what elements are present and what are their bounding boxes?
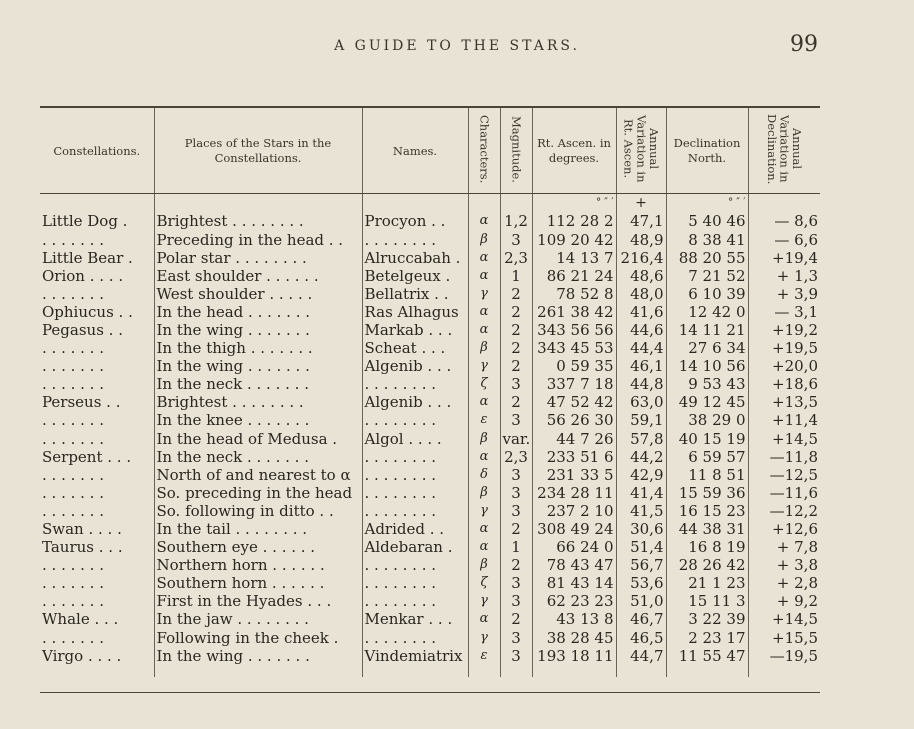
constellation-cell: . . . . . . . [40, 592, 154, 610]
magnitude-cell: 2 [500, 556, 532, 574]
magnitude-cell: 2 [500, 393, 532, 411]
constellation-cell: Pegasus . . [40, 321, 154, 339]
magnitude-cell: 2 [500, 303, 532, 321]
constellation-cell: . . . . . . . [40, 411, 154, 429]
col-magnitude-label: Magnitude. [509, 115, 524, 183]
name-cell: . . . . . . . . [362, 484, 468, 502]
var-ra-cell: 46,5 [616, 629, 666, 647]
name-cell: . . . . . . . . [362, 448, 468, 466]
magnitude-cell: 3 [500, 375, 532, 393]
place-cell: Following in the cheek . [154, 629, 362, 647]
character-cell: α [468, 212, 500, 230]
table-row [40, 357, 820, 375]
constellation-cell: . . . . . . . [40, 357, 154, 375]
table-row [40, 375, 820, 393]
col-annual-var-dec-label: Annual Variation in Declination. [764, 113, 805, 185]
var-dec-cell: —11,8 [769, 447, 818, 466]
character-cell: α [468, 267, 500, 285]
var-ra-cell: 41,4 [616, 484, 666, 502]
constellation-cell: Swan . . . . [40, 520, 154, 538]
place-cell: In the knee . . . . . . . [154, 411, 362, 429]
var-dec-cell: —19,5 [769, 646, 818, 665]
name-cell: . . . . . . . . [362, 411, 468, 429]
header-row [40, 108, 820, 194]
declination-cell: 49 12 45 [666, 393, 748, 411]
var-dec-cell: —11,6 [769, 483, 818, 502]
var-ra-cell: 44,7 [616, 647, 666, 665]
table-row [40, 484, 820, 502]
var-dec-cell: —12,2 [769, 501, 818, 520]
table-row [40, 448, 820, 466]
col-annual-var-ra [616, 108, 666, 194]
var-dec-cell: +20,0 [772, 357, 818, 376]
var-ra-cell: 47,1 [616, 212, 666, 230]
character-cell: β [468, 430, 500, 448]
character-cell: γ [468, 592, 500, 610]
ra-cell: 78 43 47 [532, 556, 616, 574]
var-dec-cell: + 7,8 [776, 538, 818, 557]
declination-cell: 11 55 47 [666, 647, 748, 665]
table-row [40, 267, 820, 285]
name-cell: Procyon . . [362, 212, 468, 230]
declination-cell: 9 53 43 [666, 375, 748, 393]
ra-cell: 47 52 42 [532, 393, 616, 411]
constellation-cell: Little Dog . [40, 212, 154, 230]
page-number: 99 [790, 32, 818, 57]
var-ra-cell: 46,7 [616, 610, 666, 628]
magnitude-cell: 2 [500, 285, 532, 303]
var-ra-cell: 51,0 [616, 592, 666, 610]
var-ra-cell: 216,4 [616, 249, 666, 267]
place-cell: In the tail . . . . . . . . [154, 520, 362, 538]
character-cell: γ [468, 285, 500, 303]
running-title: A GUIDE TO THE STARS. [334, 38, 580, 54]
unit-ra: ° ″ ′ [532, 194, 616, 213]
table-row [40, 556, 820, 574]
var-dec-cell: +11,4 [772, 411, 818, 430]
var-dec-cell: +14,5 [772, 429, 818, 448]
name-cell: Algenib . . . [362, 357, 468, 375]
character-cell: β [468, 556, 500, 574]
magnitude-cell: 2,3 [500, 249, 532, 267]
place-cell: Polar star . . . . . . . . [154, 249, 362, 267]
place-cell: Brightest . . . . . . . . [154, 393, 362, 411]
name-cell: . . . . . . . . [362, 375, 468, 393]
name-cell: Scheat . . . [362, 339, 468, 357]
var-dec-cell: +19,4 [772, 248, 818, 267]
declination-cell: 14 10 56 [666, 357, 748, 375]
place-cell: North of and nearest to α [154, 466, 362, 484]
table-row [40, 249, 820, 267]
character-cell: ζ [468, 574, 500, 592]
table-row [40, 538, 820, 556]
ra-cell: 343 56 56 [532, 321, 616, 339]
var-ra-cell: 59,1 [616, 411, 666, 429]
constellation-cell: Whale . . . [40, 610, 154, 628]
character-cell: ε [468, 411, 500, 429]
ra-cell: 343 45 53 [532, 339, 616, 357]
unit-row [40, 194, 820, 213]
place-cell: Southern eye . . . . . . [154, 538, 362, 556]
table-row [40, 502, 820, 520]
constellation-cell: . . . . . . . [40, 339, 154, 357]
character-cell: γ [468, 502, 500, 520]
var-dec-cell: + 9,2 [776, 592, 818, 611]
declination-cell: 11 8 51 [666, 466, 748, 484]
constellation-cell: . . . . . . . [40, 502, 154, 520]
name-cell: Adrided . . [362, 520, 468, 538]
var-ra-cell: 41,6 [616, 303, 666, 321]
character-cell: γ [468, 629, 500, 647]
constellation-cell: . . . . . . . [40, 430, 154, 448]
place-cell: Preceding in the head . . [154, 230, 362, 248]
constellation-cell: . . . . . . . [40, 556, 154, 574]
magnitude-cell: 3 [500, 484, 532, 502]
table-row [40, 393, 820, 411]
name-cell: Algol . . . . [362, 430, 468, 448]
place-cell: In the neck . . . . . . . [154, 448, 362, 466]
name-cell: Bellatrix . . [362, 285, 468, 303]
place-cell: Northern horn . . . . . . [154, 556, 362, 574]
declination-cell: 88 20 55 [666, 249, 748, 267]
var-dec-cell: —12,5 [769, 465, 818, 484]
name-cell: Aldebaran . [362, 538, 468, 556]
declination-cell: 16 15 23 [666, 502, 748, 520]
var-dec-cell: + 3,9 [776, 284, 818, 303]
ra-cell: 261 38 42 [532, 303, 616, 321]
constellation-cell: Serpent . . . [40, 448, 154, 466]
constellation-cell: . . . . . . . [40, 285, 154, 303]
magnitude-cell: 3 [500, 466, 532, 484]
var-ra-cell: 57,8 [616, 430, 666, 448]
ra-cell: 234 28 11 [532, 484, 616, 502]
name-cell: . . . . . . . . [362, 466, 468, 484]
col-names: Names. [362, 108, 468, 194]
var-ra-cell: 48,6 [616, 267, 666, 285]
ra-cell: 78 52 8 [532, 285, 616, 303]
var-ra-cell: 48,9 [616, 230, 666, 248]
magnitude-cell: 2,3 [500, 448, 532, 466]
table-row [40, 629, 820, 647]
ra-cell: 62 23 23 [532, 592, 616, 610]
character-cell: β [468, 230, 500, 248]
place-cell: Southern horn . . . . . . [154, 574, 362, 592]
declination-cell: 38 29 0 [666, 411, 748, 429]
var-dec-cell: — 8,6 [774, 212, 818, 231]
col-annual-var-dec [748, 108, 820, 194]
name-cell: Vindemiatrix [362, 647, 468, 665]
place-cell: So. preceding in the head [154, 484, 362, 502]
var-dec-cell: + 1,3 [776, 266, 818, 285]
table-row [40, 466, 820, 484]
name-cell: Ras Alhagus [362, 303, 468, 321]
var-ra-cell: 41,5 [616, 502, 666, 520]
ra-cell: 56 26 30 [532, 411, 616, 429]
character-cell: α [468, 520, 500, 538]
declination-cell: 7 21 52 [666, 267, 748, 285]
constellation-cell: . . . . . . . [40, 629, 154, 647]
declination-cell: 2 23 17 [666, 629, 748, 647]
constellation-cell: . . . . . . . [40, 375, 154, 393]
declination-cell: 44 38 31 [666, 520, 748, 538]
name-cell: . . . . . . . . [362, 629, 468, 647]
declination-cell: 21 1 23 [666, 574, 748, 592]
magnitude-cell: 3 [500, 230, 532, 248]
character-cell: ζ [468, 375, 500, 393]
magnitude-cell: 3 [500, 647, 532, 665]
place-cell: In the neck . . . . . . . [154, 375, 362, 393]
constellation-cell: . . . . . . . [40, 484, 154, 502]
col-characters-label: Characters. [477, 114, 492, 184]
var-dec-cell: + 2,8 [776, 574, 818, 593]
declination-cell: 5 40 46 [666, 212, 748, 230]
table-row [40, 647, 820, 665]
page-header [0, 30, 914, 64]
name-cell: . . . . . . . . [362, 230, 468, 248]
place-cell: East shoulder . . . . . . [154, 267, 362, 285]
var-dec-cell: +12,6 [772, 520, 818, 539]
name-cell: . . . . . . . . [362, 502, 468, 520]
table-row [40, 212, 820, 230]
table-row [40, 230, 820, 248]
place-cell: In the wing . . . . . . . [154, 321, 362, 339]
character-cell: β [468, 484, 500, 502]
name-cell: . . . . . . . . [362, 574, 468, 592]
var-ra-cell: 46,1 [616, 357, 666, 375]
character-cell: α [468, 448, 500, 466]
var-ra-cell: 63,0 [616, 393, 666, 411]
col-constellation: Constellations. [40, 108, 154, 194]
place-cell: West shoulder . . . . . [154, 285, 362, 303]
var-ra-cell: 51,4 [616, 538, 666, 556]
var-ra-cell: 48,0 [616, 285, 666, 303]
ra-cell: 86 21 24 [532, 267, 616, 285]
character-cell: β [468, 339, 500, 357]
var-ra-cell: 53,6 [616, 574, 666, 592]
ra-cell: 44 7 26 [532, 430, 616, 448]
constellation-cell: Taurus . . . [40, 538, 154, 556]
name-cell: Alruccabah . [362, 249, 468, 267]
place-cell: In the thigh . . . . . . . [154, 339, 362, 357]
var-dec-cell: +18,6 [772, 375, 818, 394]
constellation-cell: Ophiucus . . [40, 303, 154, 321]
table-row [40, 430, 820, 448]
var-dec-cell: +14,5 [772, 610, 818, 629]
table-row [40, 592, 820, 610]
star-table-frame [40, 106, 820, 693]
table-row [40, 574, 820, 592]
var-ra-cell: 44,4 [616, 339, 666, 357]
constellation-cell: Perseus . . [40, 393, 154, 411]
ra-cell: 193 18 11 [532, 647, 616, 665]
star-table [40, 108, 820, 677]
table-row [40, 339, 820, 357]
magnitude-cell: 3 [500, 502, 532, 520]
declination-cell: 6 10 39 [666, 285, 748, 303]
var-ra-cell: 56,7 [616, 556, 666, 574]
declination-cell: 12 42 0 [666, 303, 748, 321]
constellation-cell: . . . . . . . [40, 230, 154, 248]
col-annual-var-ra-label: Annual Variation in Rt. Ascen. [621, 115, 661, 183]
ra-cell: 308 49 24 [532, 520, 616, 538]
place-cell: In the head of Medusa . [154, 430, 362, 448]
place-cell: In the wing . . . . . . . [154, 647, 362, 665]
name-cell: Betelgeux . [362, 267, 468, 285]
magnitude-cell: 3 [500, 629, 532, 647]
table-row [40, 321, 820, 339]
declination-cell: 15 11 3 [666, 592, 748, 610]
ra-cell: 237 2 10 [532, 502, 616, 520]
character-cell: α [468, 393, 500, 411]
var-dec-cell: +19,2 [772, 320, 818, 339]
ra-cell: 43 13 8 [532, 610, 616, 628]
var-dec-cell: +15,5 [772, 628, 818, 647]
magnitude-cell: 1,2 [500, 212, 532, 230]
table-row [40, 285, 820, 303]
table-row [40, 610, 820, 628]
magnitude-cell: 2 [500, 610, 532, 628]
declination-cell: 8 38 41 [666, 230, 748, 248]
var-dec-cell: + 3,8 [776, 556, 818, 575]
var-dec-cell: — 6,6 [774, 230, 818, 249]
col-declination: Declination North. [666, 108, 748, 194]
table-row [40, 303, 820, 321]
ra-cell: 231 33 5 [532, 466, 616, 484]
table-body [40, 194, 820, 677]
declination-cell: 16 8 19 [666, 538, 748, 556]
ra-cell: 337 7 18 [532, 375, 616, 393]
unit-dec: ° ″ ′ [666, 194, 748, 213]
place-cell: In the head . . . . . . . [154, 303, 362, 321]
declination-cell: 28 26 42 [666, 556, 748, 574]
ra-cell: 81 43 14 [532, 574, 616, 592]
col-magnitude [500, 108, 532, 194]
magnitude-cell: 2 [500, 520, 532, 538]
var-ra-cell: 44,8 [616, 375, 666, 393]
place-cell: So. following in ditto . . [154, 502, 362, 520]
place-cell: In the wing . . . . . . . [154, 357, 362, 375]
magnitude-cell: 1 [500, 538, 532, 556]
var-ra-cell: 44,2 [616, 448, 666, 466]
declination-cell: 27 6 34 [666, 339, 748, 357]
magnitude-cell: 2 [500, 321, 532, 339]
ra-cell: 66 24 0 [532, 538, 616, 556]
name-cell: . . . . . . . . [362, 556, 468, 574]
var-ra-cell: 44,6 [616, 321, 666, 339]
col-characters [468, 108, 500, 194]
place-cell: Brightest . . . . . . . . [154, 212, 362, 230]
ra-cell: 233 51 6 [532, 448, 616, 466]
ra-cell: 38 28 45 [532, 629, 616, 647]
var-dec-cell: +19,5 [772, 339, 818, 358]
constellation-cell: Virgo . . . . [40, 647, 154, 665]
declination-cell: 15 59 36 [666, 484, 748, 502]
character-cell: α [468, 321, 500, 339]
col-ra: Rt. Ascen. in degrees. [532, 108, 616, 194]
place-cell: In the jaw . . . . . . . . [154, 610, 362, 628]
magnitude-cell: 1 [500, 267, 532, 285]
declination-cell: 3 22 39 [666, 610, 748, 628]
constellation-cell: Orion . . . . [40, 267, 154, 285]
table-bottom-spacer [40, 665, 820, 677]
magnitude-cell: 2 [500, 339, 532, 357]
ra-cell: 14 13 7 [532, 249, 616, 267]
ra-cell: 109 20 42 [532, 230, 616, 248]
character-cell: ε [468, 647, 500, 665]
magnitude-cell: 3 [500, 574, 532, 592]
unit-var-ra: + [616, 194, 666, 213]
character-cell: δ [468, 466, 500, 484]
character-cell: α [468, 538, 500, 556]
character-cell: α [468, 303, 500, 321]
col-places: Places of the Stars in the Constellations. [154, 108, 362, 194]
ra-cell: 112 28 2 [532, 212, 616, 230]
name-cell: Menkar . . . [362, 610, 468, 628]
name-cell: . . . . . . . . [362, 592, 468, 610]
name-cell: Markab . . . [362, 321, 468, 339]
declination-cell: 40 15 19 [666, 430, 748, 448]
declination-cell: 14 11 21 [666, 321, 748, 339]
constellation-cell: Little Bear . [40, 249, 154, 267]
constellation-cell: . . . . . . . [40, 466, 154, 484]
name-cell: Algenib . . . [362, 393, 468, 411]
var-ra-cell: 30,6 [616, 520, 666, 538]
constellation-cell: . . . . . . . [40, 574, 154, 592]
magnitude-cell: 2 [500, 357, 532, 375]
character-cell: α [468, 610, 500, 628]
table-row [40, 520, 820, 538]
magnitude-cell: var. [500, 430, 532, 448]
magnitude-cell: 3 [500, 411, 532, 429]
ra-cell: 0 59 35 [532, 357, 616, 375]
var-dec-cell: — 3,1 [774, 302, 818, 321]
var-ra-cell: 42,9 [616, 466, 666, 484]
character-cell: γ [468, 357, 500, 375]
var-dec-cell: +13,5 [772, 393, 818, 412]
declination-cell: 6 59 57 [666, 448, 748, 466]
magnitude-cell: 3 [500, 592, 532, 610]
place-cell: First in the Hyades . . . [154, 592, 362, 610]
character-cell: α [468, 249, 500, 267]
table-row [40, 411, 820, 429]
